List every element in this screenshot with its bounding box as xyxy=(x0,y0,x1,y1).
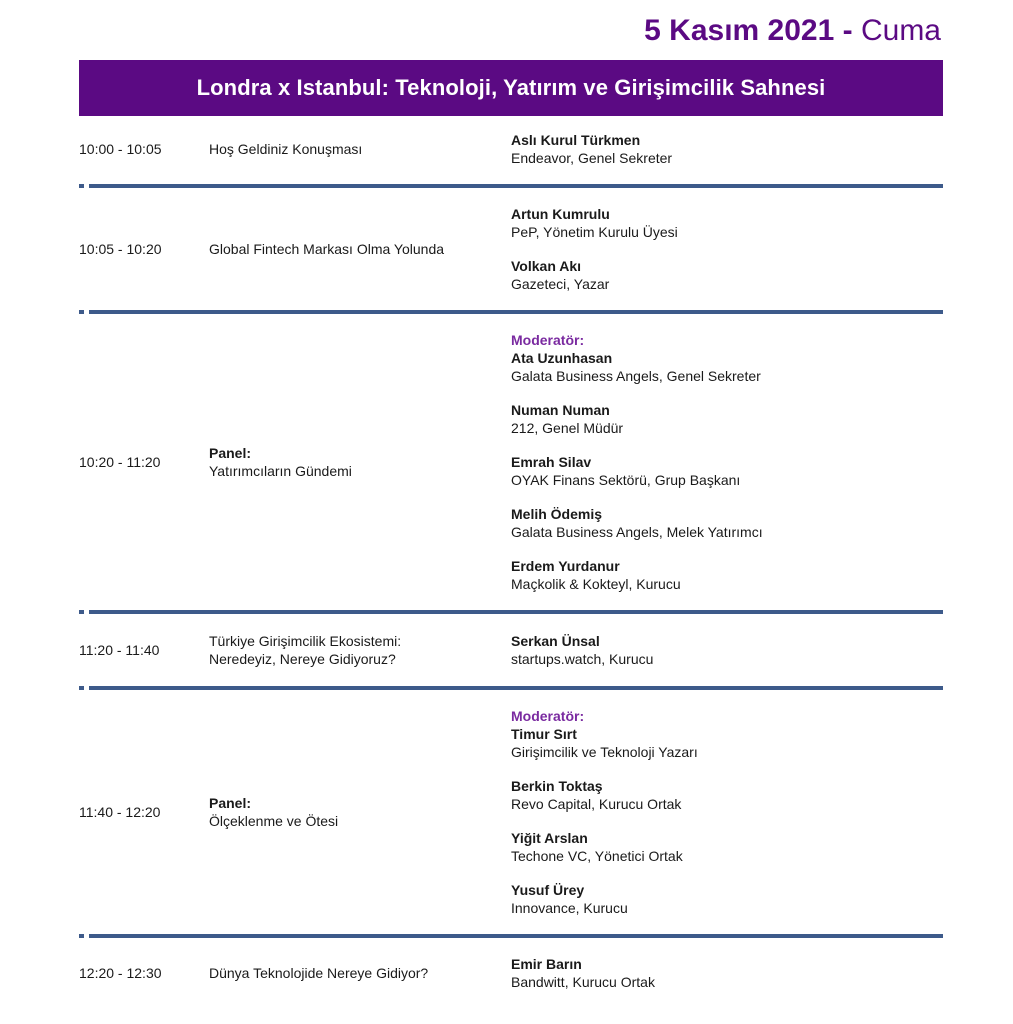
speaker-list xyxy=(511,955,655,991)
session-time: 10:20 - 11:20 xyxy=(79,454,161,470)
session-time: 10:00 - 10:05 xyxy=(79,141,162,157)
speaker xyxy=(511,632,653,668)
day-text: Cuma xyxy=(860,14,941,47)
speaker-role: 212, Genel Müdür xyxy=(511,420,624,436)
speaker-list xyxy=(511,331,763,593)
speaker-role: Revo Capital, Kurucu Ortak xyxy=(511,796,682,812)
speaker xyxy=(511,557,763,593)
speaker-role: Innovance, Kurucu xyxy=(511,900,628,916)
speaker-role: Techone VC, Yönetici Ortak xyxy=(511,848,683,864)
schedule-row xyxy=(79,205,943,293)
speaker-name: Artun Kumrulu xyxy=(511,206,610,222)
session-title: Panel: Yatırımcıların Gündemi xyxy=(209,445,352,479)
speaker xyxy=(511,257,678,293)
speaker-name: Volkan Akı xyxy=(511,258,582,274)
speaker xyxy=(511,131,672,167)
speaker xyxy=(511,707,698,761)
speaker-list xyxy=(511,205,678,293)
speaker-name: Aslı Kurul Türkmen xyxy=(511,132,641,148)
speaker xyxy=(511,331,763,385)
row-divider xyxy=(79,310,943,314)
stage-title-banner xyxy=(79,60,943,116)
speaker-name: Erdem Yurdanur xyxy=(511,558,620,574)
schedule-row xyxy=(79,331,943,593)
speaker-name: Numan Numan xyxy=(511,402,610,418)
speaker-name: Yiğit Arslan xyxy=(511,830,588,846)
speaker-name: Yusuf Ürey xyxy=(511,882,585,898)
speaker xyxy=(511,829,698,865)
stage-title: Londra x Istanbul: Teknoloji, Yatırım ve Girişimcilik Sahnesi xyxy=(196,75,826,100)
speaker xyxy=(511,777,698,813)
speaker xyxy=(511,401,763,437)
speaker-role: Gazeteci, Yazar xyxy=(511,276,610,292)
session-title: Dünya Teknolojide Nereye Gidiyor? xyxy=(209,965,429,981)
panel-label: Panel: xyxy=(209,795,252,811)
panel-label: Panel: xyxy=(209,445,252,461)
session-title: Türkiye Girişimcilik Ekosistemi: Neredeyiz, Nereye Gidiyoruz? xyxy=(209,633,402,667)
speaker-list xyxy=(511,707,698,917)
session-title: Panel: Ölçeklenme ve Ötesi xyxy=(209,795,339,829)
speaker xyxy=(511,205,678,241)
speaker-name: Berkin Toktaş xyxy=(511,778,603,794)
speaker xyxy=(511,955,655,991)
moderator-label: Moderatör: xyxy=(511,708,585,724)
speaker-role: Endeavor, Genel Sekreter xyxy=(511,150,673,166)
speaker-role: Galata Business Angels, Melek Yatırımcı xyxy=(511,524,763,540)
row-divider xyxy=(79,184,943,188)
speaker-list xyxy=(511,131,672,167)
speaker-name: Emir Barın xyxy=(511,956,582,972)
speaker-role: Bandwitt, Kurucu Ortak xyxy=(511,974,655,990)
schedule-row xyxy=(79,955,943,991)
speaker-role: Galata Business Angels, Genel Sekreter xyxy=(511,368,761,384)
session-title: Hoş Geldiniz Konuşması xyxy=(209,141,363,157)
speaker-role: Maçkolik & Kokteyl, Kurucu xyxy=(511,576,681,592)
schedule-row xyxy=(79,707,943,917)
session-time: 10:05 - 10:20 xyxy=(79,241,162,257)
session-time: 11:20 - 11:40 xyxy=(79,642,160,658)
session-title: Global Fintech Markası Olma Yolunda xyxy=(209,241,445,257)
speaker-name: Timur Sırt xyxy=(511,726,577,742)
speaker-role: startups.watch, Kurucu xyxy=(511,651,654,667)
row-divider xyxy=(79,934,943,938)
speaker xyxy=(511,453,763,489)
speaker xyxy=(511,881,698,917)
date-heading xyxy=(644,14,941,48)
moderator-label: Moderatör: xyxy=(511,332,585,348)
speaker-role: Girişimcilik ve Teknoloji Yazarı xyxy=(511,744,698,760)
speaker-role: OYAK Finans Sektörü, Grup Başkanı xyxy=(511,472,741,488)
speaker-name: Ata Uzunhasan xyxy=(511,350,613,366)
schedule-row xyxy=(79,632,943,668)
date-text: 5 Kasım 2021 - xyxy=(644,14,853,47)
speaker-name: Serkan Ünsal xyxy=(511,633,600,649)
speaker-name: Melih Ödemiş xyxy=(511,506,603,522)
speaker-name: Emrah Silav xyxy=(511,454,592,470)
session-time: 11:40 - 12:20 xyxy=(79,804,161,820)
speaker-role: PeP, Yönetim Kurulu Üyesi xyxy=(511,224,678,240)
speaker-list xyxy=(511,632,653,668)
row-divider xyxy=(79,610,943,614)
speaker xyxy=(511,505,763,541)
row-divider xyxy=(79,686,943,690)
session-time: 12:20 - 12:30 xyxy=(79,965,162,981)
schedule-row xyxy=(79,131,943,167)
